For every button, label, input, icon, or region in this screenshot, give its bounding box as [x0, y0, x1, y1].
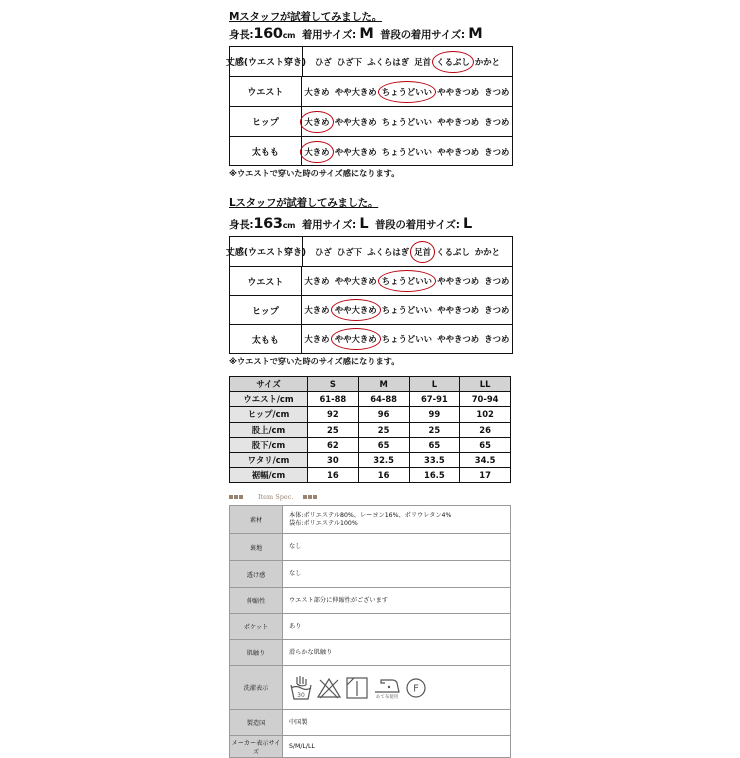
spec-label: 透け感: [230, 561, 283, 588]
spec-value-line: S/M/L/LL: [289, 742, 315, 750]
line-dry-shade-icon: [345, 676, 369, 700]
l-staff-info: [229, 216, 472, 232]
fit-options: [302, 137, 512, 166]
hand-wash-30-icon: [289, 675, 313, 701]
fit-option-selected: 足首: [414, 246, 432, 257]
fit-option: ちょうどいい: [381, 116, 433, 127]
item-spec-title: Item Spec.: [258, 493, 294, 501]
decor-square: [308, 495, 312, 499]
decor-square: [239, 495, 243, 499]
fit-options: [302, 267, 512, 295]
spec-row: [230, 736, 511, 758]
fit-option-selected: ちょうどいい: [381, 276, 433, 286]
spec-label: 製造国: [230, 710, 283, 736]
size-row-label: 股上/cm: [230, 422, 308, 437]
decor-square: [234, 495, 238, 499]
fit-option: やや大きめ: [334, 116, 377, 127]
iron-low-with-cloth-icon: [372, 675, 402, 700]
size-value: 16: [308, 468, 359, 483]
care-icons: [289, 675, 509, 701]
fit-row-label: 丈感(ウエスト穿き): [230, 47, 303, 76]
spec-value: [283, 640, 511, 666]
spec-value: [283, 561, 511, 588]
fit-options: [302, 107, 512, 136]
fit-option: やや大きめ: [334, 276, 377, 286]
m-staff-note: ※ウエストで穿いた時のサイズ感になります。: [229, 168, 400, 178]
spec-value: [283, 736, 511, 758]
fit-row: [230, 76, 512, 106]
fit-option: ややきつめ: [437, 146, 480, 157]
size-row-label: ワタリ/cm: [230, 452, 308, 467]
spec-row: [230, 666, 511, 710]
size-value: 16.5: [409, 468, 460, 483]
decor-square: [229, 495, 233, 499]
size-value: 70-94: [460, 392, 511, 407]
fit-row: [230, 266, 512, 295]
size-row: [230, 437, 511, 452]
worn-size-label: 着用サイズ:: [301, 29, 356, 41]
worn-size-value: M: [359, 26, 374, 42]
fit-option: ちょうどいい: [381, 146, 433, 157]
spec-value-line: なし: [289, 543, 302, 550]
spec-label: 洗濯表示: [230, 666, 283, 710]
fit-option-selected: やや大きめ: [334, 305, 377, 315]
size-value: 96: [358, 407, 409, 422]
fit-option-selected: 大きめ: [304, 146, 330, 157]
size-row: [230, 468, 511, 483]
fit-row-label: ウエスト: [230, 267, 302, 295]
svg-text:F: F: [413, 683, 419, 694]
fit-row-label: ヒップ: [230, 296, 302, 324]
fit-option: きつめ: [484, 276, 510, 286]
size-value: 92: [308, 407, 359, 422]
size-row-label: ヒップ/cm: [230, 407, 308, 422]
fit-option: ややきつめ: [437, 276, 480, 286]
spec-value-line: ウエスト部分に伸縮性がございます: [289, 596, 388, 604]
fit-option: やや大きめ: [334, 86, 377, 97]
size-row-label: 裾幅/cm: [230, 468, 308, 483]
fit-row: [225, 237, 512, 266]
m-staff-fit-table: [225, 46, 513, 166]
fit-option: 足首: [414, 56, 432, 67]
fit-option: くるぶし: [436, 246, 470, 257]
size-value: 65: [409, 437, 460, 452]
fit-row-label: ウエスト: [230, 77, 302, 106]
fit-option: ちょうどいい: [381, 305, 433, 315]
care-iron-caption: あて布使用: [375, 695, 399, 700]
fit-option: 大きめ: [304, 276, 330, 286]
fit-option: ふくらはぎ: [367, 246, 410, 257]
fit-options: [303, 47, 512, 76]
size-row: [230, 407, 511, 422]
usual-size-value: M: [468, 26, 483, 42]
spec-value-line: 中国製: [289, 718, 308, 726]
size-header-cell: L: [409, 377, 460, 392]
size-value: 32.5: [358, 452, 409, 467]
fit-option: きつめ: [484, 116, 510, 127]
size-value: 65: [358, 437, 409, 452]
size-row-label: 股下/cm: [230, 437, 308, 452]
size-value: 30: [308, 452, 359, 467]
fit-option: やや大きめ: [334, 146, 377, 157]
spec-label: 肌触り: [230, 640, 283, 666]
fit-row: [230, 324, 512, 353]
fit-option-selected: やや大きめ: [334, 334, 377, 344]
dry-clean-f-icon: [405, 677, 427, 699]
fit-option: ひざ下: [336, 56, 363, 67]
fit-option-selected: ちょうどいい: [381, 86, 433, 97]
size-value: 17: [460, 468, 511, 483]
usual-size-value: L: [463, 216, 472, 232]
decor-square: [313, 495, 317, 499]
fit-option: ちょうどいい: [381, 334, 433, 344]
fit-option: 大きめ: [304, 86, 330, 97]
no-bleach-icon: [316, 676, 342, 700]
size-row: [230, 452, 511, 467]
fit-options: [303, 237, 512, 266]
spec-value-line: 滑らかな肌触り: [289, 648, 333, 656]
fit-options: [302, 296, 512, 324]
fit-option: ひざ: [314, 56, 332, 67]
spec-label: 素材: [230, 506, 283, 534]
fit-option: きつめ: [484, 86, 510, 97]
fit-option: 大きめ: [304, 334, 330, 344]
l-staff-fit-table: [225, 236, 513, 354]
height-value: 160: [253, 26, 283, 42]
fit-row: [230, 106, 512, 136]
spec-label: メーカー表示サイズ: [230, 736, 283, 758]
size-value: 64-88: [358, 392, 409, 407]
fit-options: [302, 325, 512, 353]
fit-option: ややきつめ: [437, 334, 480, 344]
spec-row: [230, 506, 511, 534]
height-value: 163: [253, 216, 283, 232]
spec-value: [283, 506, 511, 534]
fit-row: [225, 47, 512, 76]
size-value: 25: [409, 422, 460, 437]
size-row: [230, 422, 511, 437]
fit-option: ふくらはぎ: [367, 56, 410, 67]
spec-value: [283, 710, 511, 736]
spec-row: [230, 614, 511, 640]
size-row: [230, 392, 511, 407]
l-staff-note: ※ウエストで穿いた時のサイズ感になります。: [229, 356, 400, 366]
svg-text:30: 30: [297, 691, 305, 699]
spec-value-line: なし: [289, 570, 302, 577]
spec-row: [230, 640, 511, 666]
height-unit: cm: [282, 31, 296, 40]
spec-row: [230, 588, 511, 614]
spec-value: [283, 588, 511, 614]
fit-option: きつめ: [484, 334, 510, 344]
spec-value: [283, 614, 511, 640]
size-value: 25: [358, 422, 409, 437]
fit-option: ややきつめ: [437, 305, 480, 315]
fit-option: ひざ下: [336, 246, 363, 257]
fit-row: [230, 136, 512, 166]
l-staff-heading: Lスタッフが試着してみました。: [229, 197, 379, 209]
fit-option: ややきつめ: [437, 86, 480, 97]
size-value: 25: [308, 422, 359, 437]
worn-size-label: 着用サイズ:: [301, 219, 356, 231]
fit-option: きつめ: [484, 305, 510, 315]
size-header-cell: LL: [460, 377, 511, 392]
size-value: 67-91: [409, 392, 460, 407]
size-value: 26: [460, 422, 511, 437]
fit-row: [230, 295, 512, 324]
usual-size-label: 普段の着用サイズ:: [380, 29, 465, 41]
fit-option: ひざ: [314, 246, 332, 257]
size-table: [229, 376, 511, 483]
fit-row-label: 太もも: [230, 137, 302, 166]
size-value: 62: [308, 437, 359, 452]
height-unit: cm: [282, 221, 296, 230]
m-staff-heading: Mスタッフが試着してみました。: [229, 11, 382, 23]
fit-options: [302, 77, 512, 106]
fit-option-selected: くるぶし: [436, 56, 470, 67]
fit-option: かかと: [474, 56, 501, 67]
spec-row: [230, 710, 511, 736]
spec-label: 裏地: [230, 534, 283, 561]
fit-row-label: 太もも: [230, 325, 302, 353]
spec-value: [283, 666, 511, 710]
spec-value: [283, 534, 511, 561]
worn-size-value: L: [359, 216, 369, 232]
fit-option: ややきつめ: [437, 116, 480, 127]
fit-option: きつめ: [484, 146, 510, 157]
size-value: 102: [460, 407, 511, 422]
spec-value-line: あり: [289, 622, 302, 630]
item-spec-table: [229, 505, 511, 758]
spec-label: ポケット: [230, 614, 283, 640]
fit-row-label: 丈感(ウエスト穿き): [230, 237, 303, 266]
fit-option: 大きめ: [304, 305, 330, 315]
fit-option-selected: 大きめ: [304, 116, 330, 127]
fit-row-label: ヒップ: [230, 107, 302, 136]
usual-size-label: 普段の着用サイズ:: [374, 219, 460, 231]
size-value: 99: [409, 407, 460, 422]
fit-option: かかと: [474, 246, 501, 257]
size-value: 65: [460, 437, 511, 452]
size-value: 33.5: [409, 452, 460, 467]
size-value: 34.5: [460, 452, 511, 467]
spec-label: 伸縮性: [230, 588, 283, 614]
item-spec-heading: [229, 493, 318, 501]
size-table-header-row: [230, 377, 511, 392]
height-label: 身長:: [229, 29, 254, 41]
size-value: 16: [358, 468, 409, 483]
m-staff-info: [229, 26, 482, 42]
size-header-cell: M: [358, 377, 409, 392]
size-header-cell: サイズ: [230, 377, 308, 392]
spec-row: [230, 561, 511, 588]
spec-value-line: 袋布:ポリエステル100%: [289, 519, 358, 527]
spec-row: [230, 534, 511, 561]
size-row-label: ウエスト/cm: [230, 392, 308, 407]
size-value: 61-88: [308, 392, 359, 407]
size-header-cell: S: [308, 377, 359, 392]
height-label: 身長:: [229, 219, 254, 231]
spec-value-line: 本体:ポリエステル80%、レーヨン16%、ポリウレタン4%: [289, 511, 452, 519]
decor-square: [303, 495, 307, 499]
